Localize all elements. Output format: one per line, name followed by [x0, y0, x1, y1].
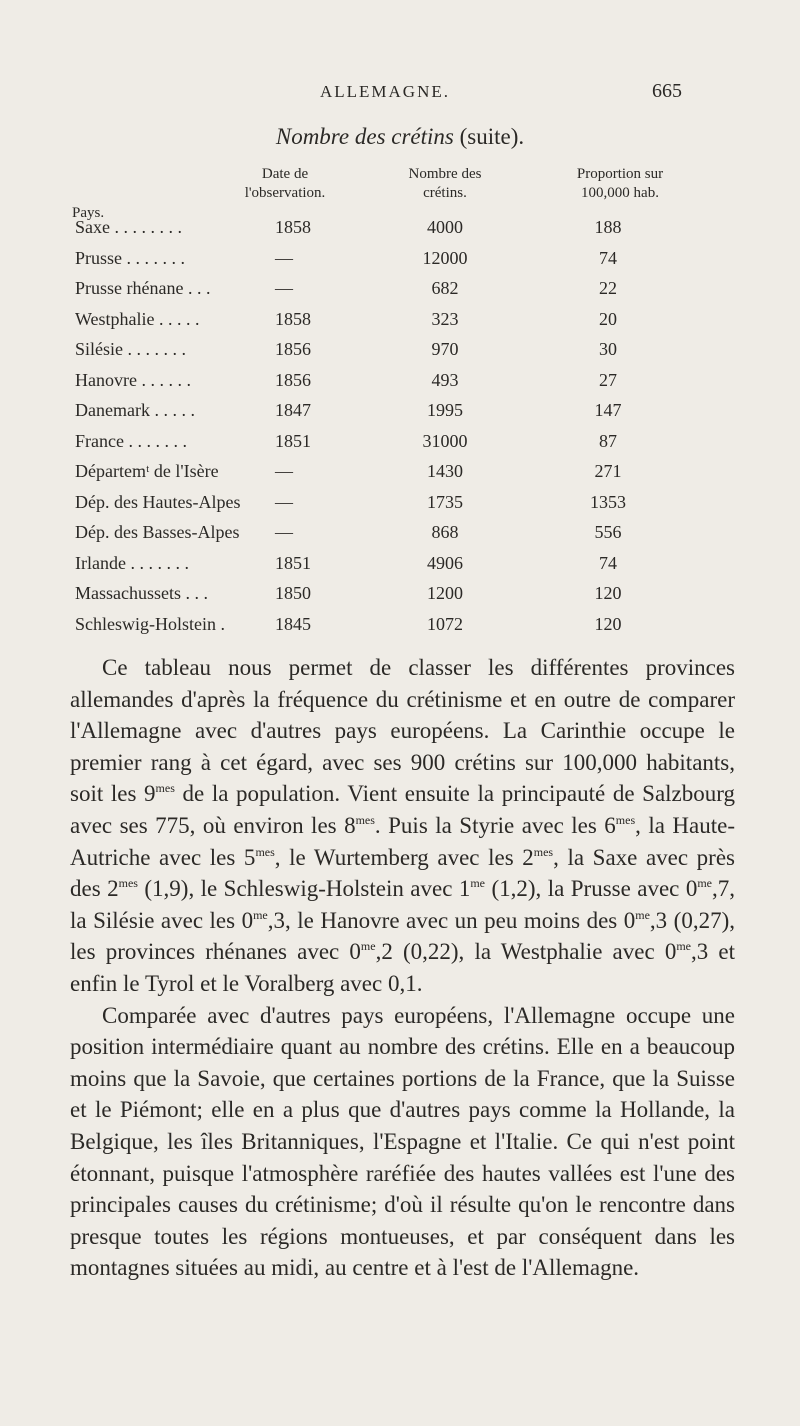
superscript: me: [676, 939, 691, 954]
text-run: ,2 (0,22), la Westphalie avec 0: [375, 939, 677, 965]
table-row: [75, 431, 715, 461]
date-cell: —: [275, 522, 293, 542]
text-run: , le Wurtemberg avec les 2: [274, 844, 534, 870]
column-header-date-line2: l'observation.: [244, 185, 326, 201]
column-header-count-line2: crétins.: [423, 185, 467, 201]
superscript: mes: [155, 781, 175, 796]
country-cell: Irlande . . . . . . .: [75, 552, 189, 573]
table-row: [75, 461, 715, 491]
count-cell: 4906: [427, 552, 463, 573]
text-run: ,7, la Silésie avec les 0: [70, 876, 735, 933]
table-row: [75, 522, 715, 552]
text-run: ,3 et enfin le Tyrol et le Voralberg avec 0,1.: [70, 939, 735, 996]
running-head: ALLEMAGNE.: [319, 82, 450, 101]
text-run: ,3, le Hanovre avec un peu moins des 0: [267, 907, 636, 933]
date-cell: —: [275, 461, 293, 481]
table-title: [0, 124, 800, 150]
date-cell: 1856: [275, 369, 311, 390]
proportion-cell: 120: [594, 583, 622, 603]
proportion-cell: 188: [594, 217, 622, 237]
column-header-date: [225, 165, 345, 203]
text-run: de la population. Vient ensuite la principauté de Salzbourg avec ses 775, où environ les 8: [70, 781, 735, 838]
date-cell: 1851: [275, 552, 311, 573]
table-row: [75, 309, 715, 339]
proportion-cell: 30: [599, 339, 617, 359]
date-cell: 1850: [275, 583, 311, 603]
country-cell: Dép. des Hautes-Alpes: [75, 491, 241, 512]
column-header-proportion-line1: Proportion sur: [576, 166, 664, 182]
table-row: [75, 217, 715, 247]
count-cell: 1735: [427, 491, 463, 512]
count-cell: 1995: [427, 400, 463, 420]
count-cell: 1072: [427, 613, 463, 634]
count-cell: 1200: [427, 583, 463, 603]
date-cell: 1858: [275, 308, 311, 329]
superscript: mes: [118, 876, 138, 891]
table-row: [75, 370, 715, 400]
date-cell: 1851: [275, 430, 311, 451]
proportion-cell: 22: [599, 278, 617, 298]
date-cell: 1847: [275, 400, 311, 420]
superscript: me: [470, 876, 486, 891]
text-run: (1,2), la Prusse avec 0: [485, 876, 698, 902]
proportion-cell: 20: [599, 308, 617, 329]
country-cell: Schleswig-Holstein .: [75, 613, 225, 634]
table-row: [75, 248, 715, 278]
proportion-cell: 74: [599, 247, 617, 268]
country-cell: Saxe . . . . . . . .: [75, 217, 182, 237]
country-cell: Dép. des Basses-Alpes: [75, 522, 240, 542]
superscript: me: [253, 907, 268, 922]
table-row: [75, 339, 715, 369]
table-row: [75, 278, 715, 308]
date-cell: 1845: [275, 613, 311, 634]
text-run: , la Saxe avec près des 2: [70, 844, 735, 902]
column-header-count: [390, 165, 500, 203]
count-cell: 4000: [427, 217, 463, 237]
count-cell: 12000: [422, 247, 468, 268]
country-cell: Massachussets . . .: [75, 583, 208, 603]
body-text: [70, 652, 735, 1284]
table-row: [75, 614, 715, 644]
superscript: me: [635, 907, 650, 922]
date-cell: 1858: [275, 217, 311, 237]
country-cell: Départemᵗ de l'Isère: [75, 461, 219, 481]
table-title-main: Nombre des crétins: [275, 124, 454, 149]
superscript: mes: [355, 812, 375, 827]
count-cell: 1430: [427, 461, 463, 481]
count-cell: 31000: [422, 430, 468, 451]
proportion-cell: 87: [599, 430, 617, 451]
superscript: mes: [615, 812, 636, 827]
count-cell: 493: [431, 369, 459, 390]
column-header-country-label: Pays.: [72, 205, 105, 221]
page-number: 665: [652, 80, 682, 102]
text-run: (1,9), le Schleswig-Holstein avec 1: [137, 876, 471, 902]
country-cell: Hanovre . . . . . .: [75, 369, 191, 390]
count-cell: 323: [431, 308, 459, 329]
date-cell: —: [275, 247, 293, 268]
text-run: ,3 (0,27), les provinces rhénanes avec 0: [70, 907, 735, 965]
proportion-cell: 556: [594, 522, 622, 542]
table-row: [75, 492, 715, 522]
text-run: , la Haute-Autriche avec les 5: [70, 812, 735, 870]
country-cell: Prusse rhénane . . .: [75, 278, 211, 298]
proportion-cell: 74: [599, 552, 617, 573]
country-cell: Silésie . . . . . . .: [75, 339, 186, 359]
country-cell: Westphalie . . . . .: [75, 308, 200, 329]
superscript: mes: [255, 844, 275, 859]
column-header-count-line1: Nombre des: [408, 166, 482, 182]
country-cell: Prusse . . . . . . .: [75, 247, 186, 268]
table-row: [75, 553, 715, 583]
superscript: me: [697, 876, 712, 891]
proportion-cell: 147: [594, 400, 622, 420]
date-cell: 1856: [275, 339, 311, 359]
proportion-cell: 120: [594, 613, 622, 634]
table-row: [75, 583, 715, 613]
count-cell: 970: [431, 339, 459, 359]
table-row: [75, 400, 715, 430]
column-header-proportion-line2: 100,000 hab.: [581, 185, 659, 201]
count-cell: 682: [431, 278, 459, 298]
date-cell: —: [275, 491, 293, 512]
proportion-cell: 271: [594, 461, 622, 481]
date-cell: —: [275, 278, 293, 298]
superscript: me: [360, 939, 376, 954]
table-title-suffix: (suite).: [459, 124, 525, 149]
paragraph-2: Comparée avec d'autres pays européens, l'Allemagne occupe une position intermédiaire quant au nombre des crétins. Elle en a beaucoup moins que la Savoie, que certaines portions de la France, que la Suisse et le Piémont; elle en a plus que d'autres pays comme la Hollande, la Belgique, les îles Britanniques, l'Espagne et l'Italie. Ce qui n'est point étonnant, puisque l'atmosphère raréfiée des hautes vallées est l'une des principales causes du crétinisme; d'où il résulte qu'on le rencontre dans presque toutes les régions montueuses, et par conséquent dans les montagnes situées au midi, au centre et à l'est de l'Allemagne.: [70, 1002, 735, 1281]
text-run: Ce tableau nous permet de classer les différentes provinces allemandes d'après la fréquence du crétinisme et en outre de comparer l'Allemagne avec d'autres pays européens. La Carinthie occupe le premier rang à cet égard, avec ses 900 crétins sur 100,000 habitants, soit les 9: [70, 655, 735, 807]
country-cell: Danemark . . . . .: [75, 400, 195, 420]
text-run: . Puis la Styrie avec les 6: [374, 812, 616, 838]
superscript: mes: [533, 844, 554, 859]
paragraph-1: [70, 652, 735, 1000]
column-header-proportion: [555, 165, 685, 203]
column-header-date-line1: Date de: [261, 166, 309, 182]
proportion-cell: 27: [599, 369, 617, 390]
country-cell: France . . . . . . .: [75, 430, 187, 451]
proportion-cell: 1353: [590, 491, 626, 512]
count-cell: 868: [431, 522, 459, 542]
